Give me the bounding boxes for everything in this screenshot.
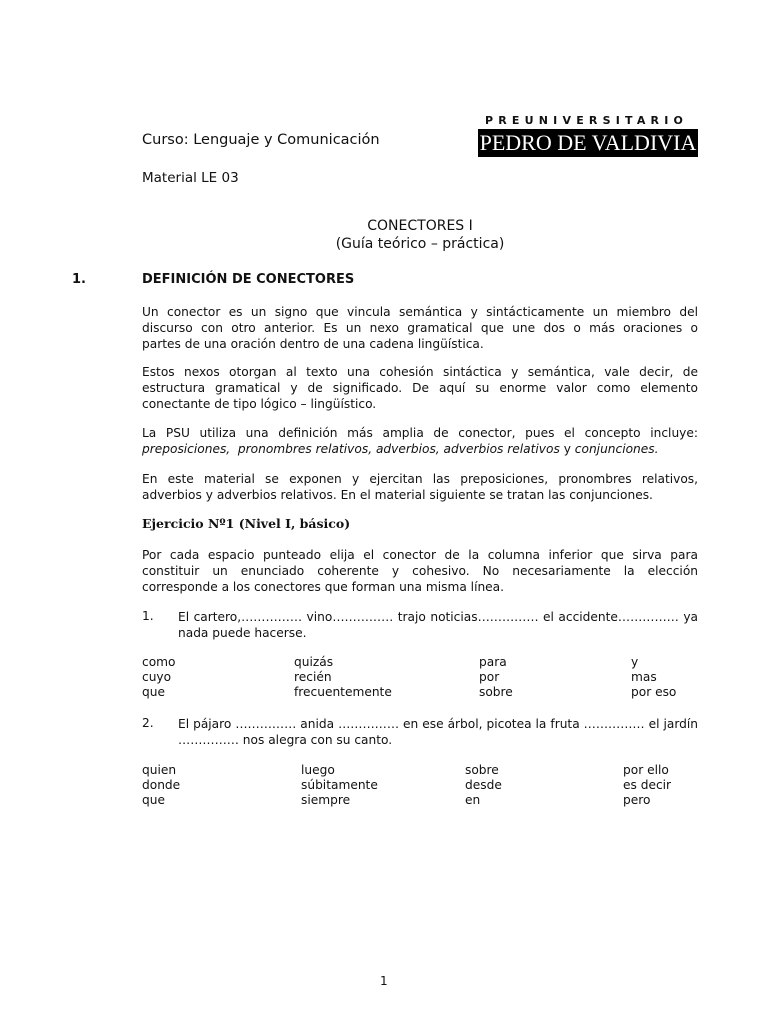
connector-option: donde [142,778,181,792]
page-number: 1 [380,974,388,988]
exercise-instructions [142,547,698,595]
text-line-italic [142,441,698,457]
text-line: nada puede hacerse. [178,626,307,640]
connector-option: mas [631,670,657,684]
paragraph-material [142,471,698,503]
logo-preuniversitario: PREUNIVERSITARIO [485,114,689,127]
connector-option: desde [465,778,502,792]
paragraph-psu [142,425,698,457]
term-preposiciones: preposiciones, [142,442,231,456]
connector-option: como [142,655,176,669]
text-line: constituir un enunciado coherente y cohesivo. No necesariamente la elección [142,564,698,578]
text-line: discurso con otro anterior. Es un nexo gramatical que une dos o más oraciones o [142,321,698,335]
connector-option: recién [294,670,332,684]
text-line: Un conector es un signo que vincula semántica y sintácticamente un miembro del [142,305,698,319]
connector-option: para [479,655,507,669]
paragraph-cohesion [142,364,698,412]
connector-option: pero [623,793,651,807]
question-number: 2. [142,716,154,730]
question-number: 1. [142,609,154,623]
connector-option: por eso [631,685,677,699]
connector-option: cuyo [142,670,172,684]
connector-option: quizás [294,655,334,669]
connector-column [301,763,378,808]
text-line: En este material se exponen y ejercitan las preposiciones, pronombres relativos, [142,472,698,486]
connector-option: frecuentemente [294,685,392,699]
material-code: Material LE 03 [142,170,239,186]
connector-option: luego [301,763,335,777]
text-line: El pájaro …………… anida …………… en ese árbol, picotea la fruta …………… el jardín [178,717,698,731]
connector-option: que [142,793,165,807]
page-title: CONECTORES I [367,218,473,234]
connector-option: y [631,655,639,669]
question-text [178,716,698,748]
text-line: La PSU utiliza una definición más amplia de conector, pues el concepto incluye: [142,426,698,440]
text-line: El cartero,…………… vino…………… trajo noticias…………… el accidente…………… ya [178,610,698,624]
text-line: Estos nexos otorgan al texto una cohesión sintáctica y semántica, vale decir, de [142,365,698,379]
paragraph-definition [142,304,698,352]
connector-column [479,655,513,700]
connector-option: sobre [479,685,513,699]
text-line: adverbios y adverbios relativos. En el material siguiente se tratan las conjunciones. [142,488,653,502]
section-number: 1. [72,272,86,287]
exercise-title: Ejercicio Nº1 (Nivel I, básico) [142,516,351,531]
connector-option: que [142,685,165,699]
logo-pedro-de-valdivia: PEDRO DE VALDIVIA [479,130,697,155]
connector-column [465,763,502,808]
connector-option: súbitamente [301,778,378,792]
text-line: partes de una oración dentro de una cadena lingüística. [142,337,484,351]
term-conjunciones: conjunciones. [574,442,659,456]
connector-option: por ello [623,763,669,777]
connector-column [623,763,671,808]
question-text [178,609,698,641]
connector-option: en [465,793,481,807]
text-line: Por cada espacio punteado elija el conector de la columna inferior que sirva para [142,548,698,562]
connector-column [631,655,676,700]
connector-option: es decir [623,778,672,792]
text-line: …………… nos alegra con su canto. [178,733,393,747]
text-line: estructura gramatical y de significado. De aquí su enorme valor como elemento [142,381,698,395]
connector-option: por [479,670,500,684]
course-title: Curso: Lenguaje y Comunicación [142,132,380,148]
conjunction-y: y [563,442,571,456]
connector-column [142,763,180,808]
text-line: corresponde a los conectores que forman una misma línea. [142,580,505,594]
connector-column [142,655,176,700]
connector-option: siempre [301,793,351,807]
section-title: DEFINICIÓN DE CONECTORES [142,272,355,287]
connector-column [294,655,392,700]
text-line: conectante de tipo lógico – lingüístico. [142,397,377,411]
connector-option: sobre [465,763,499,777]
page-subtitle: (Guía teórico – práctica) [335,236,505,252]
term-list: pronombres relativos, adverbios, adverbios relativos [237,442,560,456]
connector-option: quien [142,763,177,777]
